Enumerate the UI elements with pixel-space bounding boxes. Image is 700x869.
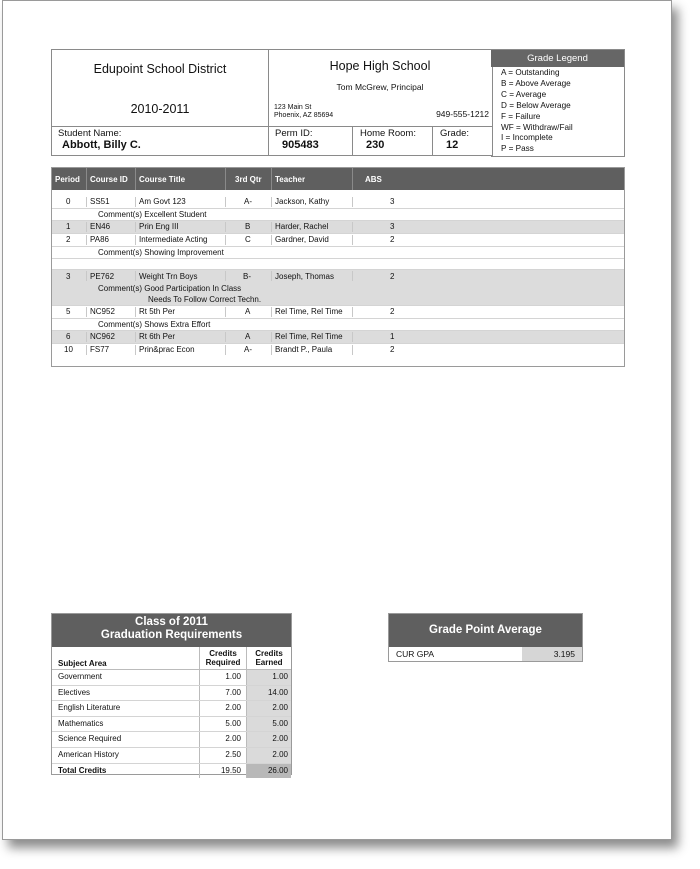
table-row [52,221,624,234]
table-row [52,717,291,733]
grade-level: 12 [446,139,459,151]
grade-cell: A- [244,197,252,206]
period-cell: 0 [66,197,71,206]
district-name: Edupoint School District [93,62,227,76]
legend-item: WF = Withdraw/Fail [501,122,573,132]
grade-label: Grade: [440,128,470,139]
abs-cell: 3 [390,197,395,206]
table-row [52,701,291,717]
comment-row [52,283,624,294]
col-credits-earned [249,649,289,667]
report-header [51,49,493,156]
period-cell: 6 [66,332,71,341]
table-row [52,344,624,356]
report-card-page [2,0,672,840]
required-cell: 19.50 [220,765,241,775]
earned-cell: 26.00 [267,765,288,775]
comment-text: Comment(s) Shows Extra Effort [98,320,211,329]
subject-cell: Electives [58,687,91,697]
legend-item: C = Average [501,89,547,99]
comment-text: Comment(s) Good Participation In Class [98,284,242,293]
earned-cell: 5.00 [272,718,288,728]
abs-cell: 2 [390,235,395,244]
required-cell: 5.00 [225,718,241,728]
subject-cell: Science Required [58,734,122,744]
required-cell: 2.00 [225,703,241,713]
gpa-title: Grade Point Average [389,614,582,647]
period-cell: 10 [64,345,73,354]
teacher-cell: Rel Time, Rel Time [275,307,343,316]
grade-legend-title: Grade Legend [491,50,624,67]
table-row [52,748,291,764]
comment-text: Needs To Follow Correct Techn. [148,295,262,304]
graduation-title [52,614,291,647]
col-credits-required-line2: Required [205,658,241,667]
gpa-label: CUR GPA [396,649,435,659]
grade-cell: C [245,235,251,244]
perm-id-label: Perm ID: [275,128,313,139]
legend-item: B = Above Average [501,78,571,88]
course-table [51,167,625,367]
comment-row [52,209,624,221]
comment-row [52,319,624,331]
legend-item: P = Pass [501,144,534,154]
address-line-1: 123 Main St [274,104,312,111]
teacher-cell: Rel Time, Rel Time [275,332,343,341]
course-title-cell: Rt 5th Per [139,307,176,316]
grade-cell: B [245,222,251,231]
earned-cell: 2.00 [272,734,288,744]
course-title-cell: Rt 6th Per [139,332,176,341]
col-teacher: Teacher [275,175,306,184]
col-credits-required-line1: Credits [209,649,237,658]
comment-row [52,247,624,259]
course-id-cell: PA86 [90,235,109,244]
home-room: 230 [366,139,385,151]
col-credits-earned-line2: Earned [255,658,283,667]
table-row [52,732,291,748]
course-title-cell: Am Govt 123 [139,197,186,206]
home-room-label: Home Room: [360,128,416,139]
course-title-cell: Weight Trn Boys [139,272,198,281]
gpa-row [389,647,582,661]
course-title-cell: Intermediate Acting [139,235,208,244]
course-id-cell: FS77 [90,345,110,354]
col-period: Period [55,175,80,184]
divider [268,126,269,155]
required-cell: 2.00 [225,734,241,744]
grade-legend [491,49,625,157]
col-course-id: Course ID [90,175,128,184]
student-name-label: Student Name: [58,128,122,139]
course-id-cell: EN46 [90,222,111,231]
period-cell: 2 [66,235,71,244]
subject-cell: Mathematics [58,718,104,728]
comment-text: Comment(s) Showing Improvement [98,248,224,257]
subject-cell: American History [58,749,119,759]
teacher-cell: Gardner, David [275,235,329,244]
spacer-row [52,259,624,270]
course-id-cell: SS51 [90,197,110,206]
subject-cell: Total Credits [58,765,107,775]
col-credits-required [203,649,243,667]
abs-cell: 1 [390,332,395,341]
teacher-cell: Brandt P., Paula [275,345,333,354]
earned-cell: 1.00 [272,672,288,681]
legend-item: A = Outstanding [501,68,560,77]
comment-text: Comment(s) Excellent Student [98,210,207,219]
course-table-header [52,168,624,190]
col-abs: ABS [365,175,382,184]
table-row [52,196,624,209]
teacher-cell: Harder, Rachel [275,222,329,231]
gpa-value: 3.195 [553,649,575,659]
col-course-title: Course Title [139,175,186,184]
grade-cell: A- [244,345,252,354]
abs-cell: 2 [390,307,395,316]
period-cell: 3 [66,272,71,281]
period-cell: 5 [66,307,71,316]
table-row [52,331,624,344]
col-quarter: 3rd Qtr [235,175,262,184]
legend-item: D = Below Average [501,100,571,110]
table-row [52,686,291,702]
graduation-title-line1: Class of 2011 [135,616,208,628]
col-credits-earned-line1: Credits [255,649,283,658]
legend-item: I = Incomplete [501,133,553,143]
required-cell: 2.50 [225,749,241,759]
gpa-box [388,613,583,662]
teacher-cell: Joseph, Thomas [275,272,334,281]
total-row [52,764,291,779]
col-subject: Subject Area [58,659,107,668]
grade-cell: A [245,307,251,316]
subject-cell: Government [58,672,103,681]
table-row [52,270,624,283]
school-address [274,104,333,120]
abs-cell: 2 [390,345,395,354]
earned-cell: 2.00 [272,703,288,713]
divider [52,126,492,127]
period-cell: 1 [66,222,71,231]
perm-id: 905483 [282,139,319,151]
abs-cell: 2 [390,272,395,281]
legend-item: F = Failure [501,111,541,121]
earned-cell: 14.00 [267,687,288,697]
table-row [52,670,291,686]
graduation-requirements [51,613,292,775]
school-year: 2010-2011 [130,102,190,116]
table-row [52,306,624,319]
course-title-cell: Prin Eng III [139,222,179,231]
divider [432,126,433,155]
course-id-cell: NC962 [90,332,115,341]
graduation-title-line2: Graduation Requirements [100,629,243,641]
course-id-cell: PE762 [90,272,115,281]
course-id-cell: NC952 [90,307,115,316]
comment-row [52,294,624,306]
divider [352,126,353,155]
school-phone: 949-555-1212 [436,109,489,119]
address-line-2: Phoenix, AZ 85694 [274,112,334,119]
school-name: Hope High School [329,59,431,73]
grade-cell: B- [243,272,251,281]
subject-cell: English Literature [58,703,121,713]
required-cell: 7.00 [225,687,241,697]
teacher-cell: Jackson, Kathy [275,197,330,206]
abs-cell: 3 [390,222,395,231]
earned-cell: 2.00 [272,749,288,759]
student-name: Abbott, Billy C. [62,139,141,151]
required-cell: 1.00 [225,672,241,681]
principal-name: Tom McGrew, Principal [336,82,424,92]
grade-cell: A [245,332,251,341]
course-title-cell: Prin&prac Econ [139,345,195,354]
table-row [52,234,624,247]
graduation-columns [52,647,291,670]
